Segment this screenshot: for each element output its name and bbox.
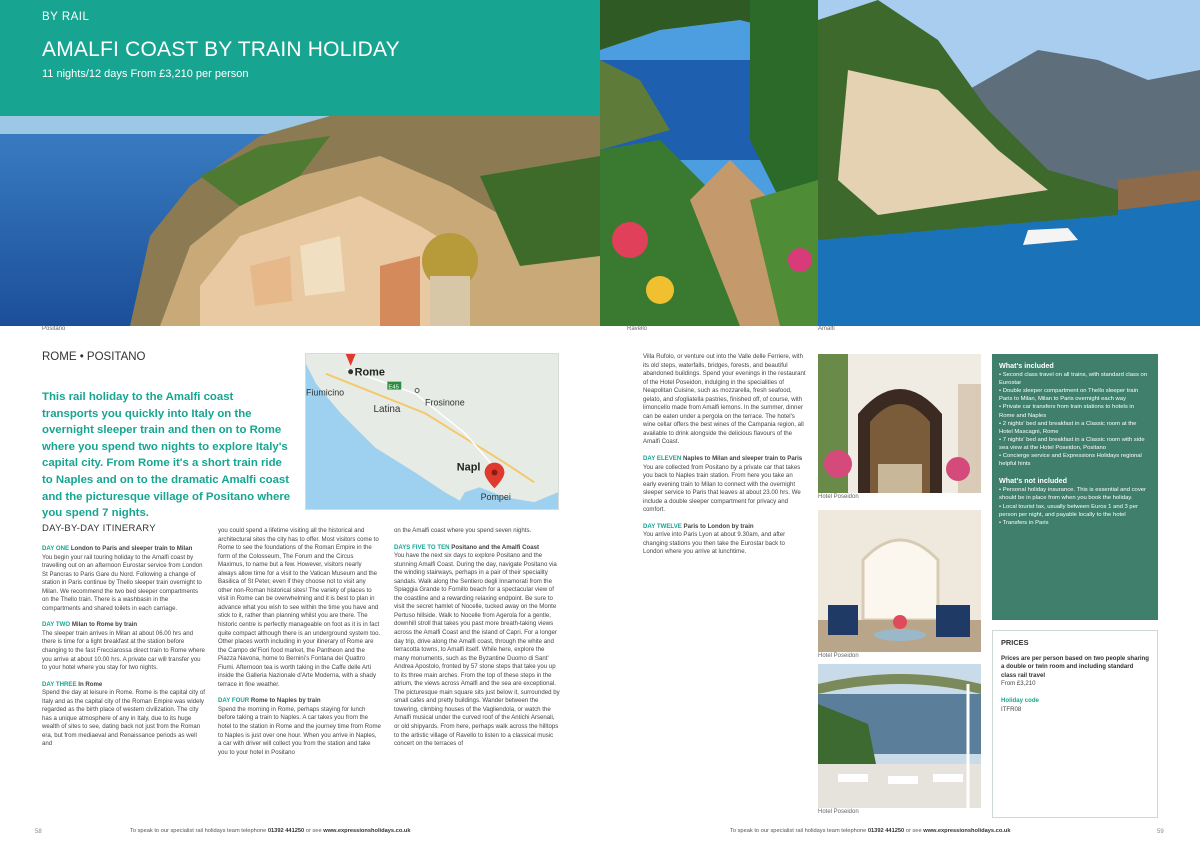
- day-text: you could spend a lifetime visiting all the historical and architectural sites the city has to offer. Most visitors come to Rome to see the foundations of the Roman Empire in the form of the Colosseum, The Forum and the Circus Maximus, to name but a few. However, visitors nearly always allow time for a visit to the Vatican Museum and the Basilica of St Peter, even if they choose not to visit any other non-Roman historical sites! The variety of places to visit in Rome can be overwhelming and it is best to plan in advance what you wish to see within the time you have and stick to it, rather than planning whilst you are there. The historic centre is perfectly manageable on foot as it is in fact quite compact although there is an underground system too. Other places worth including in your itinerary of Rome are the Campo de'Fiori food market, the Pantheon and the Piazza Navona, home to Bernini's Fontana dei Quattro Fiumi. Afternoon tea is worth taking in the Caffe delle Arti inside the Galleria Nazionale d'Arte Moderna, with a shady terrace in fine weather.: [218, 527, 381, 688]
- day-title: Naples to Milan and sleeper train to Paris: [682, 455, 803, 463]
- map-label-latina: Latina: [373, 404, 401, 416]
- region-heading: ROME • POSITANO: [42, 351, 146, 363]
- footer-right: [730, 828, 1011, 834]
- itinerary-column-2: [218, 527, 381, 765]
- day-text: The sleeper train arrives in Milan at about 06.00 hrs and there is time for a light breakfast at the station before changing to the fast Frecciarossa direct train to Rome where you arrive at about 10.00 hrs. A private car will transfer you to your hotel where you stay for two nights.: [42, 629, 205, 672]
- caption-hotel-2: Hotel Poseidon: [818, 653, 859, 659]
- day-title: Rome to Naples by train: [250, 697, 321, 705]
- footer-url[interactable]: www.expressionsholidays.co.uk: [323, 828, 411, 834]
- caption-amalfi: Amalfi: [818, 326, 835, 332]
- map-label-rome: Rome: [354, 366, 385, 379]
- itinerary-heading: DAY-BY-DAY ITINERARY: [42, 523, 156, 534]
- day-text: Spend the day at leisure in Rome. Rome is the capital city of Italy and as the capital city of the Roman Empire was widely regarded as the birth place of western civilization. The city has a unique atmosphere of any in Italy, due to its huge wealth of sites to see, dating back not just from the Roman era, but from mediaeval and Renaissance periods as well and: [42, 689, 205, 748]
- holiday-code: ITFR08: [1001, 705, 1022, 713]
- footer-text: To speak to our specialist rail holidays team telephone: [730, 828, 868, 834]
- prices-text: Prices are per person based on two people sharing a double or twin room and including standard class rail travel: [1001, 654, 1149, 679]
- included-item: • Private car transfers from train stations to hotels in Rome and Naples: [999, 404, 1134, 419]
- day-label: DAY THREE: [42, 680, 77, 688]
- footer-phone[interactable]: 01392 441250: [867, 828, 905, 834]
- footer-phone[interactable]: 01392 441250: [267, 828, 305, 834]
- page-number-left: 58: [35, 829, 42, 835]
- ravello-photo: [600, 0, 818, 326]
- route-map: [305, 353, 559, 510]
- prices-box: [992, 630, 1158, 818]
- caption-positano: Positano: [42, 326, 66, 332]
- included-heading: What's included: [999, 361, 1054, 370]
- amalfi-photo: [818, 0, 1200, 326]
- footer-url[interactable]: www.expressionsholidays.co.uk: [923, 828, 1011, 834]
- included-item: • 2 nights' bed and breakfast in a Classic room at the Hotel Mascagni, Rome: [999, 420, 1137, 435]
- not-included-item: • Local tourist tax, usually between Euros 1 and 3 per person per night, and payable locally to the hotel: [999, 503, 1138, 518]
- footer-text: To speak to our specialist rail holidays team telephone: [130, 828, 268, 834]
- included-item: • Second class travel on all trains, with standard class on Eurostar: [999, 372, 1148, 387]
- caption-ravello: Ravello: [627, 326, 648, 332]
- day-title: Paris to London by train: [683, 522, 754, 530]
- map-label-e45: E45: [388, 384, 399, 391]
- section-label: BY RAIL: [42, 11, 90, 23]
- caption-hotel-1: Hotel Poseidon: [818, 494, 859, 500]
- map-label-frosinone: Frosinone: [425, 397, 465, 408]
- holiday-code-label: Holiday code: [1001, 696, 1039, 704]
- prices-heading: PRICES: [1001, 638, 1029, 647]
- intro-paragraph: This rail holiday to the Amalfi coast transports you quickly into Italy on the overnight sleeper train and then on to Rome where you spend two nights to explore Italy's capital city. From Rome it's a short train ride to Naples and on to the dramatic Amalfi coast and the picturesque village of Positano where you spend 7 nights.: [42, 391, 291, 520]
- day-title: In Rome: [78, 680, 103, 688]
- footer-left: [130, 828, 411, 834]
- day-label: DAY ONE: [42, 545, 70, 552]
- hotel-photo-terrace: [818, 664, 981, 808]
- prices-from: From £3,210: [1001, 680, 1036, 688]
- day-text: You are collected from Positano by a private car that takes you back to Naples train station. From here you take an early evening train to Milan to connect with the overnight sleeper service to Paris that leaves at about 23.00 hrs. We include a double sleeper compartment for privacy and comfort.: [643, 463, 801, 514]
- footer-text: or see: [304, 828, 324, 834]
- included-item: • 7 nights' bed and breakfast in a Classic room with side sea view at the Hotel Poseidon, Positano: [999, 436, 1145, 451]
- day-label: DAYS FIVE TO TEN: [394, 543, 450, 551]
- caption-hotel-3: Hotel Poseidon: [818, 809, 859, 815]
- footer-text: or see: [904, 828, 924, 834]
- day-text: on the Amalfi coast where you spend seven nights.: [394, 527, 532, 534]
- positano-photo: [0, 116, 600, 326]
- day-title: London to Paris and sleeper train to Milan: [70, 545, 193, 552]
- itinerary-column-1: [42, 545, 205, 757]
- day-title: Milan to Rome by train: [71, 621, 138, 629]
- day-label: DAY FOUR: [218, 697, 250, 705]
- day-text: You have the next six days to explore Positano and the stunning Amalfi Coast. During the day, navigate Positano via the winding stairways, perhaps in a pair of their speciality sandals. Walk along the Sentiero degli Innamorati from the Spiaggia Grande to Fornillo beach for a spectacular view of the coastline and a rewarding relaxing endpoint. Be sure to visit the secret hamlet of Nocelle, tucked away on the Monte Pertuso hillside. Walk to Nocelle from Agerola for a gentle, downhill stroll that takes you past more breath-taking views across the Amalfi Coast and the island of Capri. For a longer day trip, drive along the Amalfi coast, through the white and terracotta towns, to Amalfi itself. While here, explore the many monuments, such as the Byzantine Duomo di Sant' Andrea Apostolo, fronted by 57 stone steps that take you up to its three main arches. From the top of these steps in the atrium, the views across Amalfi and the sea are exceptional. The picturesque main square sits just below it, surrounded by small cafes and pretty buildings. Wander between the towering, climbing houses of the Vagliendola, or watch the Amalfi musical under the curved roof of the Antichi Arsenali, or old shipyards. From here, perhaps walk across the hilltops to the artistic village of Ravello to listen to a classical music concert on the terraces of: [394, 552, 560, 748]
- not-included-item: • Transfers in Paris: [999, 519, 1049, 526]
- hotel-photo-entrance: [818, 354, 981, 493]
- not-included-heading: What's not included: [999, 476, 1067, 486]
- map-label-fiumicino: Fiumicino: [306, 387, 345, 398]
- map-label-naples: Napl: [456, 461, 481, 474]
- day-text: Spend the morning in Rome, perhaps staying for lunch before taking a train to Naples. A car takes you from the hotel to the station in Rome and the journey time from Rome to Naples is just over one hour. When you arrive in Naples, a car with driver will collect you from the station and take you to your hotel in Positano: [218, 705, 381, 756]
- itinerary-column-3: [394, 527, 560, 757]
- header-block: [0, 0, 600, 116]
- whats-included-box: [992, 354, 1158, 620]
- title-subline: 11 nights/12 days From £3,210 per person: [42, 68, 249, 80]
- page-title: AMALFI COAST BY TRAIN HOLIDAY: [42, 38, 400, 61]
- day-label: DAY TWO: [42, 621, 71, 629]
- map-label-pompei: Pompei: [480, 492, 511, 503]
- included-item: • Concierge service and Expressions Holidays regional helpful hints: [999, 453, 1142, 468]
- day-label: DAY TWELVE: [643, 522, 682, 530]
- not-included-item: • Personal holiday insurance. This is essential and cover should be in place from when you book the holiday.: [999, 487, 1147, 502]
- day-text: Villa Rufolo, or venture out into the Valle delle Ferriere, with its old steps, waterfalls, bridges, forests, and beautiful abandoned buildings. Spend your evenings in the restaurant of the Hotel Poseidon, indulging in the specialities of Neapolitan Cuisine, such as mozzarella, fresh seafood, gelato, and sfogliatella pastries, finished off, of course, with limoncello made from Amalfi lemons. In the summer, dinner can be eaten under a pergola on the terrace. The hotel's wine cellar offers the best wines of the Campania region, all available to drink alongside the delicious flavours of the Amalfi Coast.: [643, 353, 806, 446]
- itinerary-column-4: [643, 353, 806, 565]
- day-label: DAY ELEVEN: [643, 455, 682, 463]
- day-text: You arrive into Paris Lyon at about 9.30am, and after changing stations you then take the Eurostar back to London where you arrive at lunchtime.: [643, 531, 786, 556]
- day-title: Positano and the Amalfi Coast: [451, 543, 540, 551]
- hotel-photo-lounge: [818, 510, 981, 652]
- included-item: • Double sleeper compartment on Thello sleeper train Paris to Milan, Milan to Paris overnight each way: [999, 388, 1139, 403]
- day-text: You begin your rail touring holiday to the Amalfi coast by travelling out on an afternoon Eurostar service from London St Pancras to Paris Gare du Nord. Following a change of station in Paris continue by Thello sleeper train overnight to Milan. We recommend the two bed sleeper compartments on the Thello train. There is a washbasin in the compartments and shared toilets in each carriage.: [42, 553, 203, 612]
- page-number-right: 59: [1157, 829, 1164, 835]
